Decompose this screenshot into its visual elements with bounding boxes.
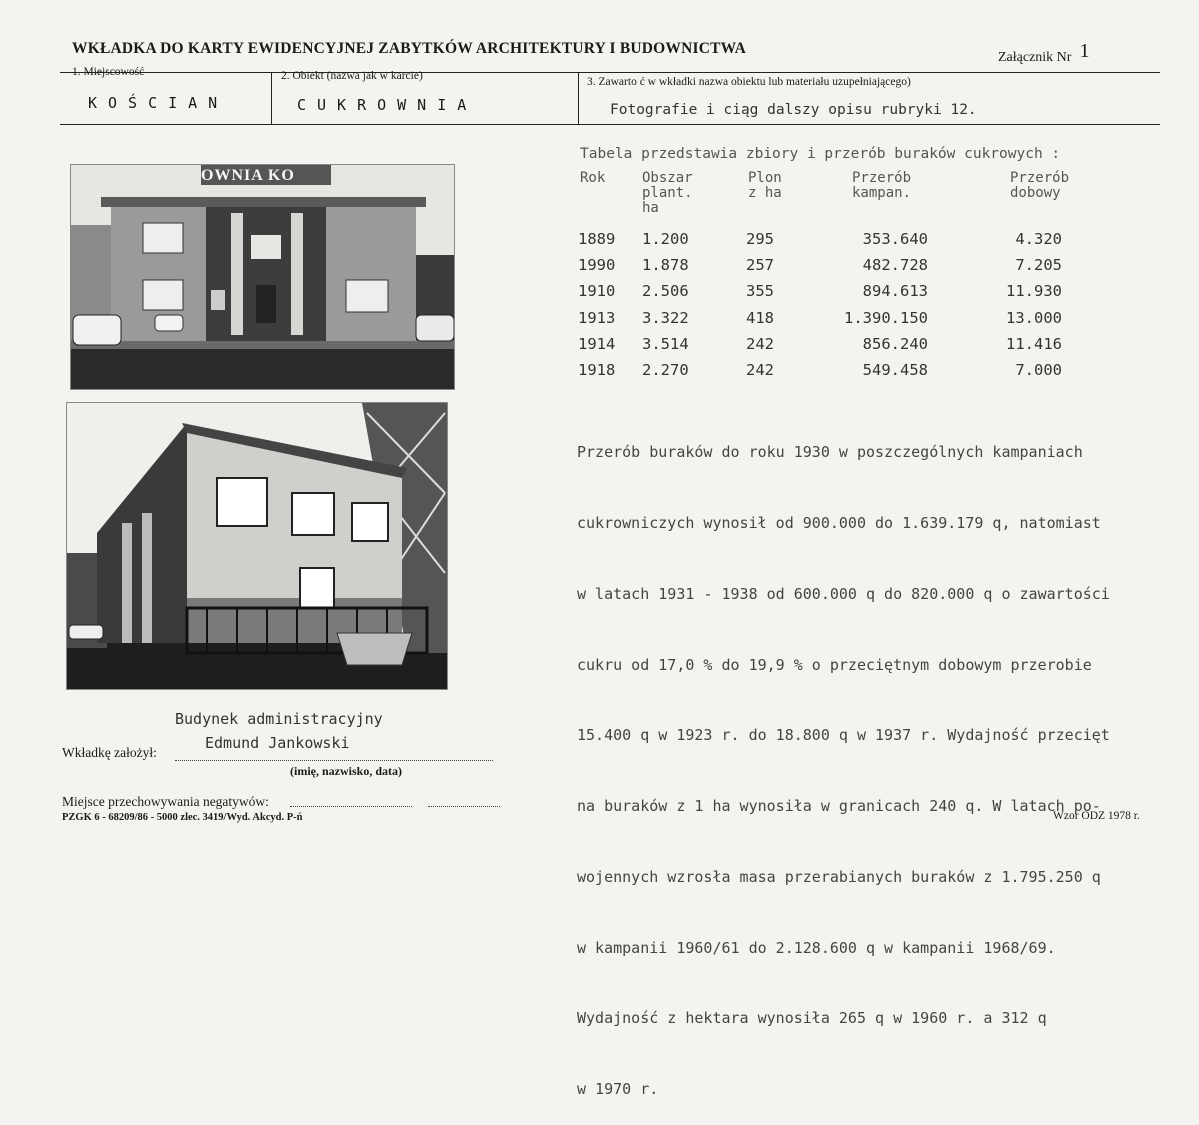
annex-text: Załącznik Nr (998, 50, 1072, 65)
cell-rok: 1990 (578, 256, 616, 274)
cell-obszar: 1.878 (642, 256, 689, 274)
author-value: Edmund Jankowski (205, 734, 350, 752)
cell-dobowy: 7.205 (1015, 256, 1062, 274)
cell-obszar: 3.322 (642, 309, 689, 327)
cell-plon: 257 (746, 256, 774, 274)
field-1-label: 1. Miejscowość (72, 66, 145, 78)
table-caption: Tabela przedstawia zbiory i przerób buraków cukrowych : (580, 146, 1061, 162)
paragraph-line: wojennych wzrosła masa przerabianych buraków z 1.795.250 q (577, 867, 1101, 886)
cell-rok: 1918 (578, 361, 616, 379)
author-dotted-line (175, 760, 493, 761)
col-header-obszar-3: ha (642, 200, 659, 216)
cell-kampan: 353.640 (862, 230, 928, 248)
author-hint: (imię, nazwisko, data) (290, 764, 402, 778)
col-header-obszar-2: plant. (642, 185, 693, 201)
cell-kampan: 549.458 (862, 361, 928, 379)
cell-rok: 1913 (578, 309, 616, 327)
cell-rok: 1914 (578, 335, 616, 353)
cell-obszar: 3.514 (642, 335, 689, 353)
photo-side-view (66, 402, 448, 690)
paragraph-line: na buraków z 1 ha wynosiła w granicach 240 q. W latach po- (577, 797, 1101, 816)
field-1-value: KOŚCIAN (88, 94, 229, 112)
photo-caption: Budynek administracyjny (175, 710, 383, 728)
col-header-kampan-1: Przerób (852, 170, 912, 186)
cell-dobowy: 4.320 (1015, 230, 1062, 248)
cell-kampan: 894.613 (862, 282, 928, 300)
col-header-plon-1: Plon (748, 170, 782, 186)
col-header-dobowy-1: Przerób (1010, 170, 1070, 186)
cell-kampan: 1.390.150 (844, 309, 928, 327)
cell-kampan: 482.728 (862, 256, 928, 274)
cell-plon: 418 (746, 309, 774, 327)
cell-dobowy: 11.930 (1006, 282, 1062, 300)
col-header-dobowy-2: dobowy (1010, 185, 1061, 201)
fields-bottom-rule (60, 124, 1160, 125)
cell-dobowy: 13.000 (1006, 309, 1062, 327)
form-title: WKŁADKA DO KARTY EWIDENCYJNEJ ZABYTKÓW ARCHITEKTURY I BUDOWNICTWA (72, 40, 747, 57)
facade-sign: OWNIA KO (201, 167, 295, 184)
col-header-plon (748, 171, 782, 201)
cell-obszar: 1.200 (642, 230, 689, 248)
field-divider-1 (271, 72, 272, 125)
paragraph-line: cukrowniczych wynosił od 900.000 do 1.639.179 q, natomiast (577, 513, 1101, 532)
cell-rok: 1910 (578, 282, 616, 300)
col-header-kampan (852, 171, 911, 201)
header-rule (60, 72, 1160, 73)
cell-plon: 295 (746, 230, 774, 248)
cell-rok: 1889 (578, 230, 616, 248)
col-header-obszar (642, 171, 693, 216)
cell-plon: 242 (746, 335, 774, 353)
paragraph-line: Przerób buraków do roku 1930 w poszczególnych kampaniach (577, 443, 1083, 462)
annex-number: 1 (1079, 40, 1090, 62)
annex-label (998, 40, 1090, 67)
field-2-label: 2. Obiekt (nazwa jak w karcie) (281, 70, 423, 82)
print-info: PZGK 6 - 68209/86 - 5000 zlec. 3419/Wyd. Akcyd. P-ń (62, 812, 303, 823)
cell-obszar: 2.270 (642, 361, 689, 379)
col-header-plon-2: z ha (748, 185, 782, 201)
field-3-value: Fotografie i ciąg dalszy opisu rubryki 12. (610, 102, 977, 118)
description-paragraph (577, 394, 1110, 1125)
field-divider-2 (578, 72, 579, 125)
cell-dobowy: 11.416 (1006, 335, 1062, 353)
paragraph-line: w kampanii 1960/61 do 2.128.600 q w kampanii 1968/69. (577, 938, 1056, 957)
photo-side-view-drawing (67, 403, 447, 689)
col-header-dobowy (1010, 171, 1069, 201)
paragraph-line: Wydajność z hektara wynosiła 265 q w 1960 r. a 312 q (577, 1009, 1047, 1028)
paragraph-line: w latach 1931 - 1938 od 600.000 q do 820.000 q o zawartości (577, 584, 1110, 603)
cell-obszar: 2.506 (642, 282, 689, 300)
cell-plon: 242 (746, 361, 774, 379)
cell-dobowy: 7.000 (1015, 361, 1062, 379)
form-code: Wzor ODZ 1978 r. (1053, 810, 1140, 822)
photo-front-facade (70, 164, 455, 390)
col-header-kampan-2: kampan. (852, 185, 912, 201)
field-2-value: CUKROWNIA (297, 96, 478, 114)
field-3-label: 3. Zawarto ć w wkładki nazwa obiektu lub materiału uzupełniającego) (587, 76, 911, 88)
cell-kampan: 856.240 (862, 335, 928, 353)
paragraph-line: w 1970 r. (577, 1080, 659, 1099)
author-label: Wkładkę założył: (62, 745, 157, 760)
paragraph-line: 15.400 q w 1923 r. do 18.800 q w 1937 r. Wydajność przecięt (577, 726, 1110, 745)
negatives-label: Miejsce przechowywania negatywów: (62, 794, 269, 809)
col-header-rok: Rok (580, 170, 606, 186)
col-header-obszar-1: Obszar (642, 170, 693, 186)
negatives-dotted-line-2 (428, 806, 500, 807)
cell-plon: 355 (746, 282, 774, 300)
paragraph-line: cukru od 17,0 % do 19,9 % o przeciętnym dobowym przerobie (577, 655, 1092, 674)
negatives-dotted-line-1 (290, 806, 412, 807)
photo-front-facade-drawing (71, 165, 454, 389)
